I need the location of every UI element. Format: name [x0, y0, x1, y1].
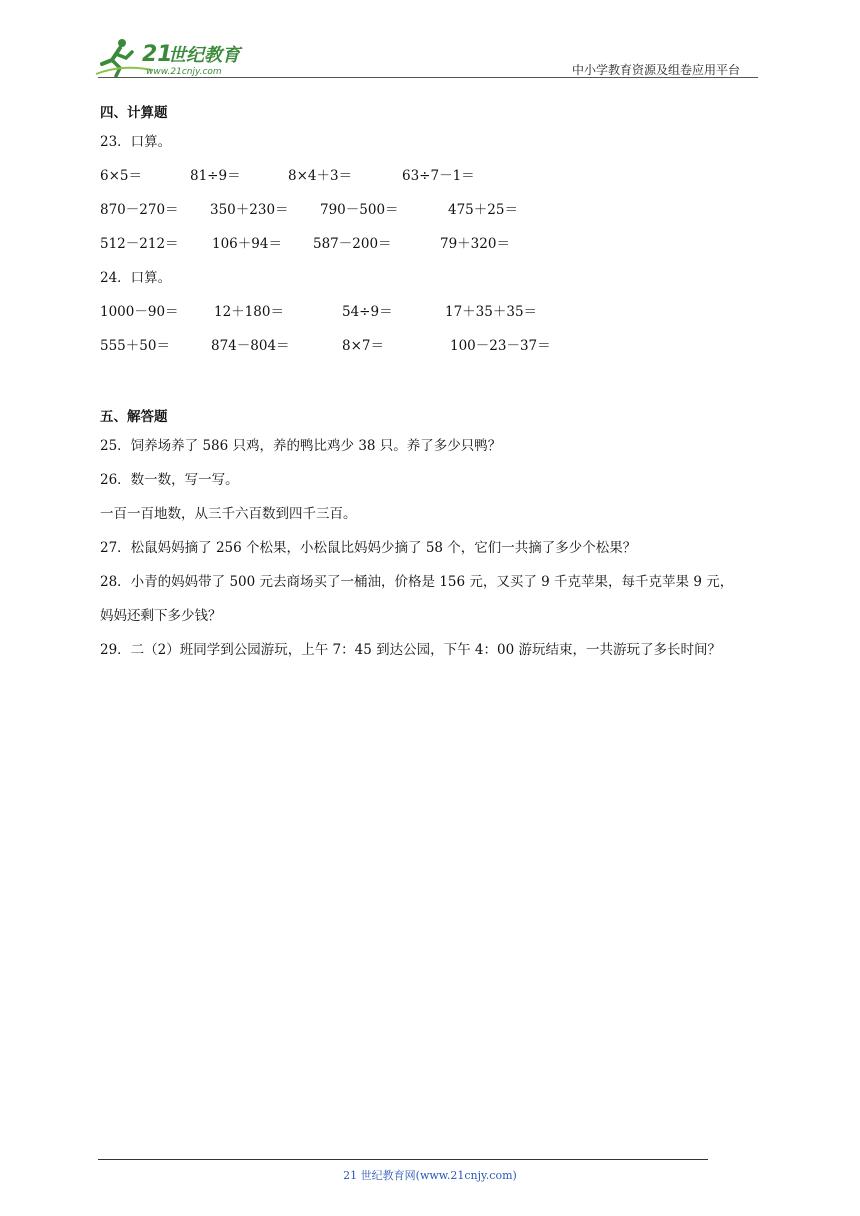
calc-item: 106＋94＝ — [212, 236, 282, 252]
logo-url: www.21cnjy.com — [146, 67, 222, 77]
calc-item: 512－212＝ — [100, 236, 179, 252]
question-26-instruction: 一百一百地数，从三千六百数到四千三百。 — [100, 506, 357, 522]
footer-divider — [98, 1159, 708, 1160]
question-25: 25．饲养场养了 586 只鸡，养的鸭比鸡少 38 只。养了多少只鸭？ — [100, 438, 502, 454]
calc-item: 100－23－37＝ — [450, 338, 551, 354]
svg-text:21: 21 — [142, 42, 173, 67]
header-divider — [98, 77, 758, 78]
calc-item: 8×4＋3＝ — [288, 168, 353, 184]
question-28-line1: 28．小青的妈妈带了 500 元去商场买了一桶油，价格是 156 元，又买了 9 千克苹果，每千克苹果 9 元， — [100, 574, 734, 590]
calc-item: 63÷7－1＝ — [402, 168, 475, 184]
footer-link[interactable]: 21 世纪教育网(www.21cnjy.com) — [343, 1169, 517, 1182]
calc-item: 475＋25＝ — [448, 202, 518, 218]
calc-item: 874－804＝ — [211, 338, 290, 354]
question-29: 29．二（2）班同学到公园游玩，上午 7：45 到达公园，下午 4：00 游玩结束，一共游玩了多长时间？ — [100, 642, 721, 658]
logo — [92, 34, 262, 80]
calc-item: 6×5＝ — [100, 168, 142, 184]
calc-item: 790－500＝ — [320, 202, 399, 218]
calc-item: 587－200＝ — [313, 236, 392, 252]
calc-item: 870－270＝ — [100, 202, 179, 218]
calc-item: 350＋230＝ — [210, 202, 289, 218]
calc-item: 17＋35＋35＝ — [445, 304, 538, 320]
calc-item: 12＋180＝ — [214, 304, 284, 320]
section-title-calculation: 四、计算题 — [100, 105, 168, 121]
question-23-label: 23．口算。 — [100, 134, 172, 150]
calc-item: 8×7＝ — [342, 338, 384, 354]
calc-item: 81÷9＝ — [190, 168, 241, 184]
runner-logo-icon — [92, 34, 262, 80]
calc-item: 54÷9＝ — [342, 304, 393, 320]
calc-item: 1000－90＝ — [100, 304, 179, 320]
calc-item: 79＋320＝ — [440, 236, 510, 252]
question-24-label: 24．口算。 — [100, 270, 172, 286]
platform-tagline: 中小学教育资源及组卷应用平台 — [572, 63, 741, 77]
logo-title: 世纪教育 — [168, 45, 240, 66]
question-28-line2: 妈妈还剩下多少钱？ — [100, 608, 222, 624]
section-title-word-problems: 五、解答题 — [100, 409, 168, 425]
question-26: 26．数一数，写一写。 — [100, 472, 239, 488]
question-27: 27．松鼠妈妈摘了 256 个松果，小松鼠比妈妈少摘了 58 个，它们一共摘了多少个松果？ — [100, 540, 637, 556]
calc-item: 555＋50＝ — [100, 338, 170, 354]
